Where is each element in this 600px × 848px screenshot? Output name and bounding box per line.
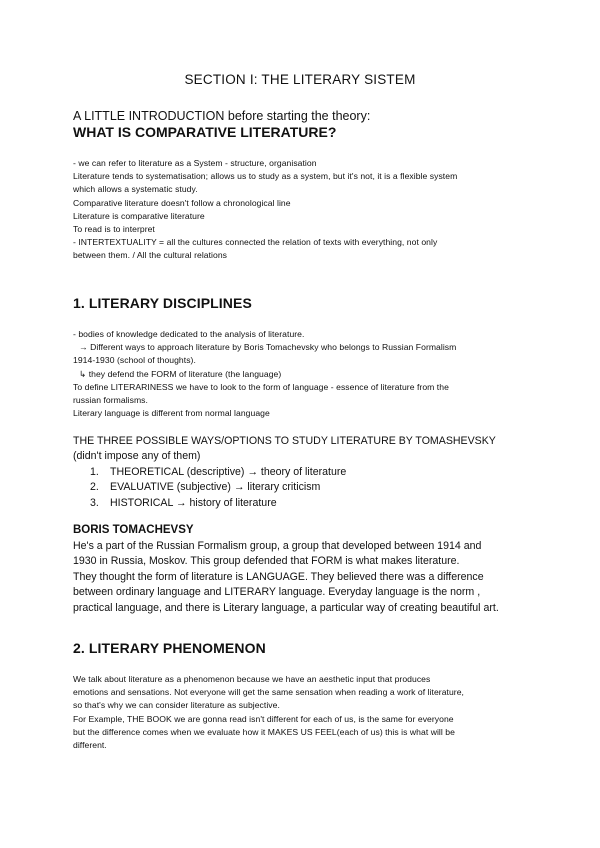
- intro-lead: A LITTLE INTRODUCTION before starting the theory:: [73, 109, 371, 123]
- intro-line: To read is to interpret: [73, 224, 155, 235]
- intro-line: Comparative literature doesn't follow a chronological line: [73, 197, 291, 208]
- ways-item-number: 1.: [90, 465, 99, 478]
- ways-item-text: THEORETICAL (descriptive) → theory of literature: [110, 465, 347, 478]
- section2-line: For Example, THE BOOK we are gonna read isn't different for each of us, is the same for everyone: [73, 713, 454, 724]
- ways-subtitle: (didn't impose any of them): [73, 450, 201, 463]
- ways-list: [73, 465, 543, 511]
- section2-line: different.: [73, 740, 107, 751]
- section1-line: → Different ways to approach literature by Boris Tomachevsky who belongs to Russian Formalism: [79, 342, 457, 353]
- boris-heading: BORIS TOMACHEVSY: [73, 524, 194, 536]
- page-title: SECTION I: THE LITERARY SISTEM: [184, 72, 416, 87]
- ways-item: [90, 496, 543, 511]
- section1-line: 1914-1930 (school of thoughts).: [73, 355, 196, 366]
- section2-line: so that's why we can consider literature as subjective.: [73, 700, 280, 711]
- section2-heading: 2. LITERARY PHENOMENON: [73, 640, 266, 656]
- section2-line: but the difference comes when we evaluate how it MAKES US FEEL(each of us) this is what will be: [73, 726, 455, 737]
- intro-line: - we can refer to literature as a System - structure, organisation: [73, 158, 317, 168]
- ways-item: [90, 465, 543, 480]
- section2-paragraph: [73, 673, 543, 752]
- intro-section: [73, 109, 543, 141]
- intro-line: Literature tends to systematisation; allows us to study as a system, but it's not, it is a flexible system: [73, 171, 458, 182]
- intro-heading: WHAT IS COMPARATIVE LITERATURE?: [73, 124, 337, 140]
- ways-title: THE THREE POSSIBLE WAYS/OPTIONS TO STUDY LITERATURE BY TOMASHEVSKY: [73, 435, 496, 447]
- section1-line: ↳ they defend the FORM of literature (the language): [79, 368, 282, 379]
- intro-paragraph: [73, 157, 543, 263]
- ways-block: [73, 434, 543, 511]
- boris-line: between ordinary language and LITERARY language. Everyday language is the norm ,: [73, 586, 481, 599]
- boris-paragraph: [73, 539, 543, 616]
- section1-line: Literary language is different from normal language: [73, 408, 270, 419]
- boris-line: practical language, and there is Literary language, a particular way of creating beautiful art.: [73, 601, 499, 614]
- section2-line: We talk about literature as a phenomenon because we have an aesthetic input that produces: [73, 674, 431, 684]
- ways-item-number: 2.: [90, 481, 99, 494]
- section1-line: To define LITERARINESS we have to look to the form of language - essence of literature from the: [73, 381, 449, 392]
- ways-item-number: 3.: [90, 496, 99, 509]
- boris-line: They thought the form of literature is LANGUAGE. They believed there was a difference: [73, 570, 484, 583]
- boris-line: He's a part of the Russian Formalism group, a group that developed between 1914 and: [73, 540, 482, 552]
- section1-line: - bodies of knowledge dedicated to the analysis of literature.: [73, 329, 305, 339]
- intro-line: between them. / All the cultural relations: [73, 250, 228, 261]
- ways-item-text: EVALUATIVE (subjective) → literary criticism: [110, 481, 321, 494]
- boris-line: 1930 in Russia, Moskov. This group defended that FORM is what makes literature.: [73, 555, 460, 568]
- section2-line: emotions and sensations. Not everyone will get the same sensation when reading a work of literature,: [73, 687, 464, 698]
- intro-line: - INTERTEXTUALITY = all the cultures connected the relation of texts with everything, not only: [73, 237, 438, 248]
- section1-heading: 1. LITERARY DISCIPLINES: [73, 295, 252, 311]
- ways-item: [90, 480, 543, 495]
- intro-line: which allows a systematic study.: [73, 184, 198, 195]
- ways-item-text: HISTORICAL → history of literature: [110, 496, 277, 509]
- section1-paragraph: [73, 328, 543, 420]
- intro-line: Literature is comparative literature: [73, 210, 205, 221]
- section1-line: russian formalisms.: [73, 395, 148, 406]
